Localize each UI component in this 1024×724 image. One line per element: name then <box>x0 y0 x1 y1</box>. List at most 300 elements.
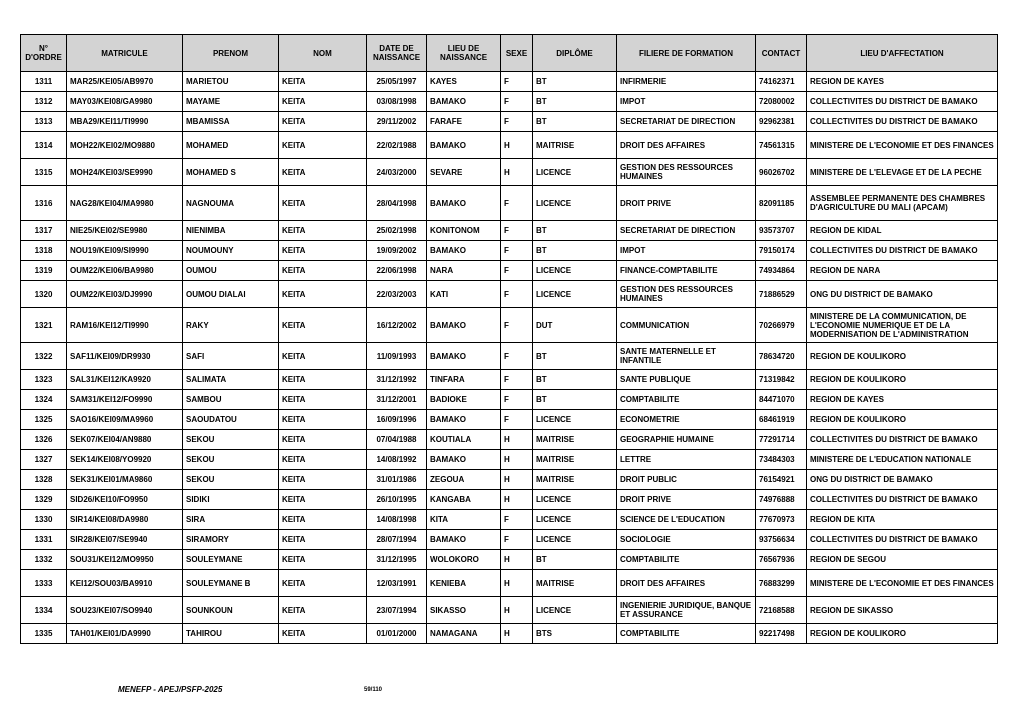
cell-sexe: H <box>501 550 533 570</box>
table-row <box>21 132 998 159</box>
header-matricule: MATRICULE <box>67 35 183 72</box>
cell-contact: 71319842 <box>756 370 807 390</box>
cell-order: 1327 <box>21 450 67 470</box>
cell-prenom: SIRAMORY <box>183 530 279 550</box>
cell-birth-place: BADIOKE <box>427 390 501 410</box>
cell-birth-date: 25/05/1997 <box>367 72 427 92</box>
cell-prenom: NOUMOUNY <box>183 241 279 261</box>
cell-filiere: IMPOT <box>617 241 756 261</box>
cell-matricule: SIR14/KEI08/DA9980 <box>67 510 183 530</box>
cell-filiere: FINANCE-COMPTABILITE <box>617 261 756 281</box>
cell-matricule: RAM16/KEI12/TI9990 <box>67 308 183 343</box>
cell-diplome: LICENCE <box>533 281 617 308</box>
table-row <box>21 530 998 550</box>
cell-sexe: F <box>501 510 533 530</box>
cell-affectation: COLLECTIVITES DU DISTRICT DE BAMAKO <box>807 112 998 132</box>
cell-affectation: MINISTERE DE L'EDUCATION NATIONALE <box>807 450 998 470</box>
cell-nom: KEITA <box>279 490 367 510</box>
cell-birth-place: BAMAKO <box>427 308 501 343</box>
cell-nom: KEITA <box>279 570 367 597</box>
cell-matricule: SAL31/KEI12/KA9920 <box>67 370 183 390</box>
cell-order: 1330 <box>21 510 67 530</box>
cell-sexe: F <box>501 410 533 430</box>
cell-birth-date: 16/09/1996 <box>367 410 427 430</box>
header-affectation: LIEU D'AFFECTATION <box>807 35 998 72</box>
cell-diplome: BT <box>533 112 617 132</box>
cell-prenom: SEKOU <box>183 470 279 490</box>
cell-birth-place: WOLOKORO <box>427 550 501 570</box>
cell-contact: 93756634 <box>756 530 807 550</box>
cell-diplome: MAITRISE <box>533 450 617 470</box>
cell-birth-date: 16/12/2002 <box>367 308 427 343</box>
cell-filiere: IMPOT <box>617 92 756 112</box>
cell-contact: 96026702 <box>756 159 807 186</box>
cell-birth-date: 22/02/1988 <box>367 132 427 159</box>
cell-nom: KEITA <box>279 221 367 241</box>
cell-birth-place: NARA <box>427 261 501 281</box>
cell-nom: KEITA <box>279 281 367 308</box>
cell-order: 1329 <box>21 490 67 510</box>
cell-sexe: F <box>501 221 533 241</box>
cell-birth-date: 25/02/1998 <box>367 221 427 241</box>
cell-filiere: COMPTABILITE <box>617 550 756 570</box>
cell-birth-date: 07/04/1988 <box>367 430 427 450</box>
cell-order: 1334 <box>21 597 67 624</box>
cell-filiere: INGENIERIE JURIDIQUE, BANQUE ET ASSURANCE <box>617 597 756 624</box>
cell-filiere: GESTION DES RESSOURCES HUMAINES <box>617 281 756 308</box>
table-row <box>21 343 998 370</box>
cell-matricule: TAH01/KEI01/DA9990 <box>67 624 183 644</box>
table-row <box>21 470 998 490</box>
cell-affectation: COLLECTIVITES DU DISTRICT DE BAMAKO <box>807 430 998 450</box>
header-birth-place: LIEU DE NAISSANCE <box>427 35 501 72</box>
cell-sexe: F <box>501 72 533 92</box>
cell-diplome: BT <box>533 241 617 261</box>
cell-birth-place: SIKASSO <box>427 597 501 624</box>
cell-filiere: SOCIOLOGIE <box>617 530 756 550</box>
cell-nom: KEITA <box>279 132 367 159</box>
cell-sexe: F <box>501 281 533 308</box>
table-row <box>21 510 998 530</box>
table-row <box>21 450 998 470</box>
cell-prenom: SOUNKOUN <box>183 597 279 624</box>
cell-diplome: MAITRISE <box>533 132 617 159</box>
cell-nom: KEITA <box>279 308 367 343</box>
cell-sexe: H <box>501 490 533 510</box>
cell-sexe: F <box>501 186 533 221</box>
cell-affectation: ONG DU DISTRICT DE BAMAKO <box>807 470 998 490</box>
cell-affectation: COLLECTIVITES DU DISTRICT DE BAMAKO <box>807 490 998 510</box>
table-row <box>21 159 998 186</box>
header-birth-date: DATE DE NAISSANCE <box>367 35 427 72</box>
table-row <box>21 370 998 390</box>
cell-prenom: MARIETOU <box>183 72 279 92</box>
cell-nom: KEITA <box>279 450 367 470</box>
cell-matricule: SAO16/KEI09/MA9960 <box>67 410 183 430</box>
cell-diplome: BT <box>533 390 617 410</box>
cell-affectation: REGION DE KOULIKORO <box>807 370 998 390</box>
cell-contact: 84471070 <box>756 390 807 410</box>
cell-birth-place: BAMAKO <box>427 241 501 261</box>
cell-contact: 76154921 <box>756 470 807 490</box>
cell-contact: 74162371 <box>756 72 807 92</box>
header-diplome: DIPLÔME <box>533 35 617 72</box>
cell-filiere: DROIT PUBLIC <box>617 470 756 490</box>
cell-order: 1325 <box>21 410 67 430</box>
cell-prenom: SEKOU <box>183 430 279 450</box>
cell-prenom: SAOUDATOU <box>183 410 279 430</box>
cell-prenom: NIENIMBA <box>183 221 279 241</box>
page-number: 59/110 <box>364 687 383 693</box>
cell-nom: KEITA <box>279 510 367 530</box>
cell-nom: KEITA <box>279 343 367 370</box>
cell-diplome: DUT <box>533 308 617 343</box>
table-row <box>21 308 998 343</box>
cell-birth-date: 14/08/1998 <box>367 510 427 530</box>
cell-order: 1312 <box>21 92 67 112</box>
cell-sexe: F <box>501 530 533 550</box>
cell-sexe: F <box>501 92 533 112</box>
cell-matricule: SOU23/KEI07/SO9940 <box>67 597 183 624</box>
cell-birth-date: 22/03/2003 <box>367 281 427 308</box>
cell-prenom: SOULEYMANE B <box>183 570 279 597</box>
cell-birth-date: 31/12/1995 <box>367 550 427 570</box>
cell-sexe: F <box>501 390 533 410</box>
cell-order: 1316 <box>21 186 67 221</box>
cell-contact: 72168588 <box>756 597 807 624</box>
cell-birth-date: 12/03/1991 <box>367 570 427 597</box>
cell-order: 1332 <box>21 550 67 570</box>
cell-order: 1314 <box>21 132 67 159</box>
cell-prenom: SIDIKI <box>183 490 279 510</box>
cell-diplome: LICENCE <box>533 597 617 624</box>
cell-matricule: SAM31/KEI12/FO9990 <box>67 390 183 410</box>
cell-contact: 73484303 <box>756 450 807 470</box>
cell-birth-date: 31/01/1986 <box>367 470 427 490</box>
cell-filiere: GEOGRAPHIE HUMAINE <box>617 430 756 450</box>
cell-prenom: SIRA <box>183 510 279 530</box>
cell-order: 1319 <box>21 261 67 281</box>
cell-nom: KEITA <box>279 624 367 644</box>
table-row <box>21 241 998 261</box>
cell-nom: KEITA <box>279 261 367 281</box>
cell-diplome: BT <box>533 370 617 390</box>
cell-order: 1320 <box>21 281 67 308</box>
table-row <box>21 624 998 644</box>
cell-birth-date: 29/11/2002 <box>367 112 427 132</box>
header-filiere: FILIERE DE FORMATION <box>617 35 756 72</box>
cell-affectation: ASSEMBLEE PERMANENTE DES CHAMBRES D'AGRICULTURE DU MALI (APCAM) <box>807 186 998 221</box>
cell-birth-date: 01/01/2000 <box>367 624 427 644</box>
cell-filiere: LETTRE <box>617 450 756 470</box>
cell-nom: KEITA <box>279 92 367 112</box>
cell-affectation: REGION DE KAYES <box>807 72 998 92</box>
cell-birth-place: BAMAKO <box>427 530 501 550</box>
header-order: N° D'ORDRE <box>21 35 67 72</box>
cell-contact: 70266979 <box>756 308 807 343</box>
table-row <box>21 490 998 510</box>
cell-sexe: F <box>501 112 533 132</box>
cell-order: 1322 <box>21 343 67 370</box>
cell-birth-place: FARAFE <box>427 112 501 132</box>
cell-sexe: H <box>501 430 533 450</box>
cell-matricule: SID26/KEI10/FO9950 <box>67 490 183 510</box>
cell-diplome: MAITRISE <box>533 430 617 450</box>
cell-affectation: COLLECTIVITES DU DISTRICT DE BAMAKO <box>807 92 998 112</box>
cell-diplome: LICENCE <box>533 261 617 281</box>
cell-matricule: SAF11/KEI09/DR9930 <box>67 343 183 370</box>
cell-nom: KEITA <box>279 370 367 390</box>
header-row <box>21 35 998 72</box>
cell-matricule: MAR25/KEI05/AB9970 <box>67 72 183 92</box>
cell-contact: 74934864 <box>756 261 807 281</box>
cell-birth-place: KANGABA <box>427 490 501 510</box>
cell-affectation: MINISTERE DE L'ELEVAGE ET DE LA PECHE <box>807 159 998 186</box>
cell-birth-place: NAMAGANA <box>427 624 501 644</box>
cell-filiere: GESTION DES RESSOURCES HUMAINES <box>617 159 756 186</box>
cell-prenom: MOHAMED <box>183 132 279 159</box>
cell-diplome: MAITRISE <box>533 570 617 597</box>
cell-sexe: H <box>501 470 533 490</box>
cell-birth-date: 24/03/2000 <box>367 159 427 186</box>
header-prenom: PRENOM <box>183 35 279 72</box>
cell-matricule: SEK14/KEI08/YO9920 <box>67 450 183 470</box>
cell-order: 1311 <box>21 72 67 92</box>
cell-matricule: MBA29/KEI11/TI9990 <box>67 112 183 132</box>
cell-diplome: LICENCE <box>533 510 617 530</box>
cell-birth-date: 31/12/2001 <box>367 390 427 410</box>
cell-matricule: MAY03/KEI08/GA9980 <box>67 92 183 112</box>
header-contact: CONTACT <box>756 35 807 72</box>
cell-matricule: NAG28/KEI04/MA9980 <box>67 186 183 221</box>
cell-filiere: COMMUNICATION <box>617 308 756 343</box>
cell-contact: 76883299 <box>756 570 807 597</box>
table-row <box>21 390 998 410</box>
cell-diplome: BT <box>533 550 617 570</box>
cell-contact: 71886529 <box>756 281 807 308</box>
cell-filiere: SANTE MATERNELLE ET INFANTILE <box>617 343 756 370</box>
cell-filiere: DROIT DES AFFAIRES <box>617 570 756 597</box>
cell-affectation: REGION DE SEGOU <box>807 550 998 570</box>
cell-nom: KEITA <box>279 241 367 261</box>
cell-sexe: H <box>501 159 533 186</box>
cell-nom: KEITA <box>279 410 367 430</box>
cell-contact: 78634720 <box>756 343 807 370</box>
cell-birth-date: 03/08/1998 <box>367 92 427 112</box>
cell-prenom: SAMBOU <box>183 390 279 410</box>
cell-affectation: MINISTERE DE L'ECONOMIE ET DES FINANCES <box>807 132 998 159</box>
cell-matricule: OUM22/KEI03/DJ9990 <box>67 281 183 308</box>
cell-birth-date: 28/07/1994 <box>367 530 427 550</box>
cell-order: 1313 <box>21 112 67 132</box>
cell-diplome: LICENCE <box>533 159 617 186</box>
cell-matricule: NOU19/KEI09/SI9990 <box>67 241 183 261</box>
cell-sexe: F <box>501 343 533 370</box>
cell-birth-date: 31/12/1992 <box>367 370 427 390</box>
cell-contact: 77670973 <box>756 510 807 530</box>
cell-sexe: H <box>501 624 533 644</box>
cell-prenom: MOHAMED S <box>183 159 279 186</box>
table-row <box>21 281 998 308</box>
cell-prenom: OUMOU <box>183 261 279 281</box>
cell-affectation: ONG DU DISTRICT DE BAMAKO <box>807 281 998 308</box>
cell-contact: 92217498 <box>756 624 807 644</box>
cell-filiere: DROIT PRIVE <box>617 490 756 510</box>
cell-order: 1333 <box>21 570 67 597</box>
cell-matricule: MOH24/KEI03/SE9990 <box>67 159 183 186</box>
cell-diplome: BTS <box>533 624 617 644</box>
cell-filiere: DROIT DES AFFAIRES <box>617 132 756 159</box>
cell-prenom: TAHIROU <box>183 624 279 644</box>
cell-birth-place: SEVARE <box>427 159 501 186</box>
cell-matricule: KEI12/SOU03/BA9910 <box>67 570 183 597</box>
cell-birth-place: BAMAKO <box>427 410 501 430</box>
cell-order: 1317 <box>21 221 67 241</box>
table-row <box>21 92 998 112</box>
cell-contact: 79150174 <box>756 241 807 261</box>
table-row <box>21 261 998 281</box>
table-row <box>21 112 998 132</box>
cell-birth-place: KENIEBA <box>427 570 501 597</box>
table-row <box>21 186 998 221</box>
cell-prenom: SOULEYMANE <box>183 550 279 570</box>
cell-birth-place: KONITONOM <box>427 221 501 241</box>
cell-contact: 74976888 <box>756 490 807 510</box>
table-row <box>21 72 998 92</box>
cell-affectation: REGION DE KAYES <box>807 390 998 410</box>
cell-diplome: BT <box>533 221 617 241</box>
cell-prenom: SAFI <box>183 343 279 370</box>
cell-filiere: SECRETARIAT DE DIRECTION <box>617 112 756 132</box>
cell-contact: 74561315 <box>756 132 807 159</box>
cell-nom: KEITA <box>279 597 367 624</box>
cell-diplome: BT <box>533 92 617 112</box>
cell-nom: KEITA <box>279 390 367 410</box>
cell-birth-place: BAMAKO <box>427 132 501 159</box>
cell-order: 1335 <box>21 624 67 644</box>
cell-order: 1318 <box>21 241 67 261</box>
cell-birth-place: KOUTIALA <box>427 430 501 450</box>
cell-birth-date: 23/07/1994 <box>367 597 427 624</box>
cell-affectation: COLLECTIVITES DU DISTRICT DE BAMAKO <box>807 241 998 261</box>
cell-prenom: MBAMISSA <box>183 112 279 132</box>
cell-diplome: LICENCE <box>533 410 617 430</box>
roster-table <box>20 34 998 644</box>
cell-matricule: OUM22/KEI06/BA9980 <box>67 261 183 281</box>
cell-birth-date: 28/04/1998 <box>367 186 427 221</box>
cell-prenom: MAYAME <box>183 92 279 112</box>
cell-diplome: LICENCE <box>533 490 617 510</box>
cell-affectation: REGION DE NARA <box>807 261 998 281</box>
cell-birth-date: 19/09/2002 <box>367 241 427 261</box>
cell-affectation: REGION DE KOULIKORO <box>807 343 998 370</box>
cell-contact: 77291714 <box>756 430 807 450</box>
cell-contact: 92962381 <box>756 112 807 132</box>
cell-diplome: BT <box>533 343 617 370</box>
header-nom: NOM <box>279 35 367 72</box>
cell-filiere: ECONOMETRIE <box>617 410 756 430</box>
cell-filiere: SCIENCE DE L'EDUCATION <box>617 510 756 530</box>
cell-diplome: LICENCE <box>533 186 617 221</box>
cell-nom: KEITA <box>279 470 367 490</box>
cell-birth-date: 22/06/1998 <box>367 261 427 281</box>
cell-order: 1328 <box>21 470 67 490</box>
cell-filiere: COMPTABILITE <box>617 624 756 644</box>
cell-sexe: H <box>501 132 533 159</box>
cell-filiere: COMPTABILITE <box>617 390 756 410</box>
cell-nom: KEITA <box>279 530 367 550</box>
cell-affectation: REGION DE KOULIKORO <box>807 410 998 430</box>
cell-filiere: SANTE PUBLIQUE <box>617 370 756 390</box>
cell-diplome: BT <box>533 72 617 92</box>
cell-birth-place: TINFARA <box>427 370 501 390</box>
table-row <box>21 597 998 624</box>
cell-sexe: H <box>501 570 533 597</box>
cell-affectation: REGION DE KIDAL <box>807 221 998 241</box>
table-row <box>21 430 998 450</box>
cell-matricule: NIE25/KEI02/SE9980 <box>67 221 183 241</box>
cell-filiere: SECRETARIAT DE DIRECTION <box>617 221 756 241</box>
cell-prenom: OUMOU DIALAI <box>183 281 279 308</box>
cell-matricule: SEK31/KEI01/MA9860 <box>67 470 183 490</box>
cell-matricule: SIR28/KEI07/SE9940 <box>67 530 183 550</box>
footer-reference: MENEFP - APEJ/PSFP-2025 <box>118 685 223 694</box>
cell-contact: 72080002 <box>756 92 807 112</box>
cell-sexe: H <box>501 597 533 624</box>
cell-sexe: F <box>501 308 533 343</box>
cell-prenom: NAGNOUMA <box>183 186 279 221</box>
cell-affectation: COLLECTIVITES DU DISTRICT DE BAMAKO <box>807 530 998 550</box>
cell-order: 1315 <box>21 159 67 186</box>
cell-prenom: SEKOU <box>183 450 279 470</box>
table-row <box>21 550 998 570</box>
cell-birth-date: 26/10/1995 <box>367 490 427 510</box>
cell-order: 1326 <box>21 430 67 450</box>
table-row <box>21 221 998 241</box>
cell-sexe: F <box>501 370 533 390</box>
cell-matricule: MOH22/KEI02/MO9880 <box>67 132 183 159</box>
cell-filiere: INFIRMERIE <box>617 72 756 92</box>
cell-order: 1324 <box>21 390 67 410</box>
cell-prenom: RAKY <box>183 308 279 343</box>
cell-contact: 68461919 <box>756 410 807 430</box>
cell-nom: KEITA <box>279 72 367 92</box>
cell-birth-place: BAMAKO <box>427 343 501 370</box>
cell-contact: 82091185 <box>756 186 807 221</box>
cell-order: 1323 <box>21 370 67 390</box>
cell-matricule: SEK07/KEI04/AN9880 <box>67 430 183 450</box>
cell-nom: KEITA <box>279 186 367 221</box>
cell-affectation: REGION DE KOULIKORO <box>807 624 998 644</box>
cell-nom: KEITA <box>279 112 367 132</box>
cell-diplome: LICENCE <box>533 530 617 550</box>
cell-sexe: F <box>501 261 533 281</box>
cell-sexe: H <box>501 450 533 470</box>
cell-order: 1321 <box>21 308 67 343</box>
cell-contact: 76567936 <box>756 550 807 570</box>
cell-nom: KEITA <box>279 550 367 570</box>
cell-affectation: MINISTERE DE L'ECONOMIE ET DES FINANCES <box>807 570 998 597</box>
header-sexe: SEXE <box>501 35 533 72</box>
cell-birth-place: BAMAKO <box>427 186 501 221</box>
cell-filiere: DROIT PRIVE <box>617 186 756 221</box>
cell-nom: KEITA <box>279 430 367 450</box>
cell-affectation: REGION DE KITA <box>807 510 998 530</box>
cell-prenom: SALIMATA <box>183 370 279 390</box>
cell-birth-place: KATI <box>427 281 501 308</box>
cell-birth-place: KAYES <box>427 72 501 92</box>
cell-birth-place: ZEGOUA <box>427 470 501 490</box>
